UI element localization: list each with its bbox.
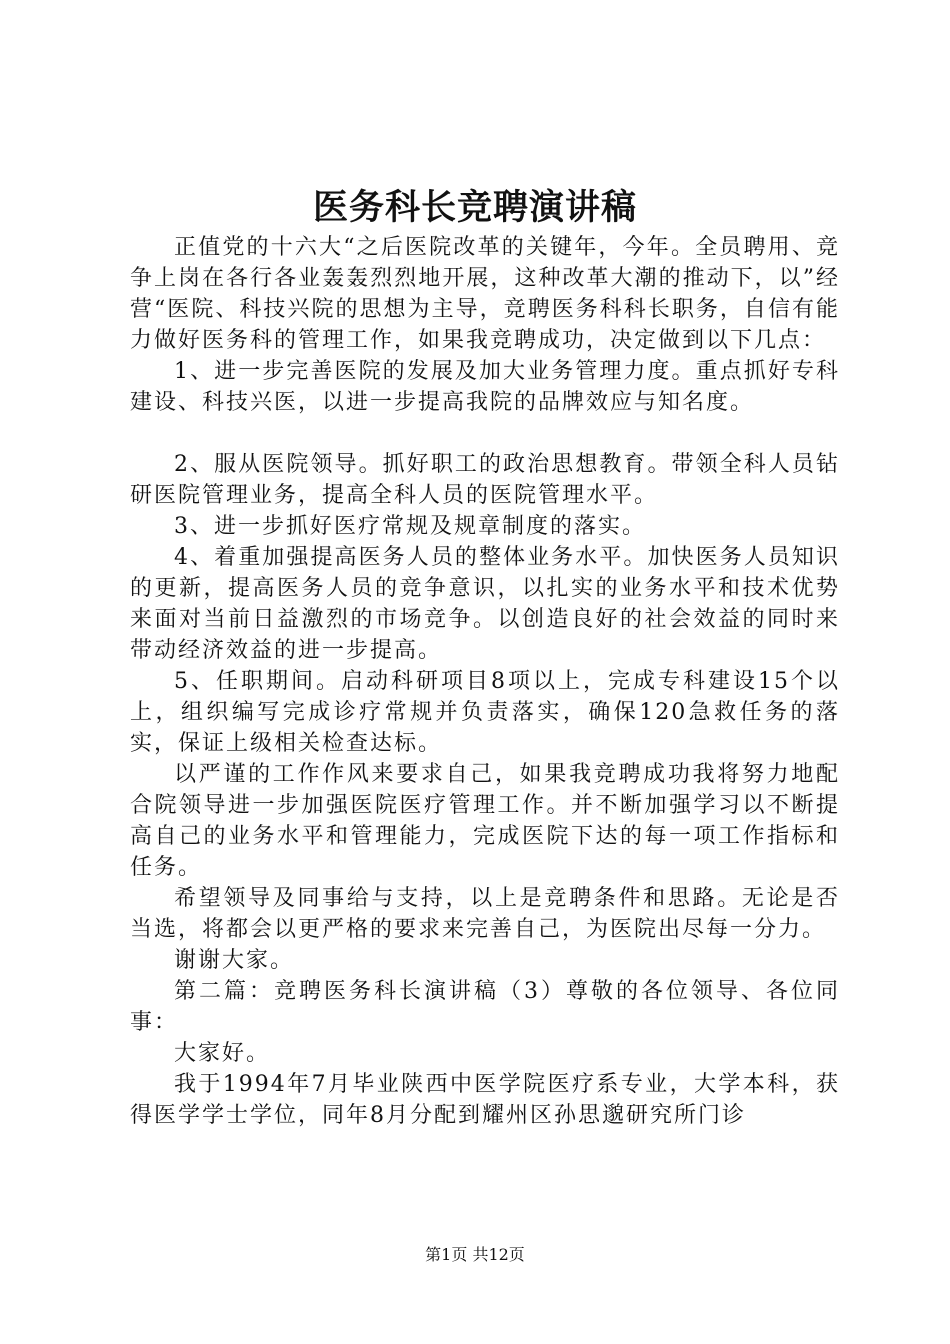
paragraph-point-1: 1、进一步完善医院的发展及加大业务管理力度。重点抓好专科建设、科技兴医，以进一步提高我院的品牌效应与知名度。 [130,359,840,415]
paragraph-biography: 我于1994年7月毕业陕西中医学院医疗系专业，大学本科，获得医学学士学位，同年8月分配到耀州区孙思邈研究所门诊 [130,1072,840,1128]
page-footer: 第1页 共12页 [425,1245,525,1264]
document-body [130,232,840,1131]
paragraph-intro: 正值党的十六大“之后医院改革的关键年，今年。全员聘用、竞争上岗在各行各业轰轰烈烈地开展，这种改革大潮的推动下，以”经营“医院、科技兴院的思想为主导，竞聘医务科科长职务，自信有能力做好医务科的管理工作，如果我竞聘成功，决定做到以下几点： [130,235,840,353]
paragraph-closing: 希望领导及同事给与支持，以上是竞聘条件和思路。无论是否当选，将都会以更严格的要求来完善自己，为医院出尽每一分力。 [130,886,840,942]
document-title: 医务科长竞聘演讲稿 [312,187,637,228]
paragraph-point-5: 5、任职期间。启动科研项目8项以上，完成专科建设15个以上，组织编写完成诊疗常规并负责落实，确保120急救任务的落实，保证上级相关检查达标。 [130,669,840,756]
paragraph-commitment: 以严谨的工作作风来要求自己，如果我竞聘成功我将努力地配合院领导进一步加强医院医疗管理工作。并不断加强学习以不断提高自己的业务水平和管理能力，完成医院下达的每一项工作指标和任务。 [130,762,840,880]
paragraph-point-4: 4、着重加强提高医务人员的整体业务水平。加快医务人员知识的更新，提高医务人员的竞争意识，以扎实的业务水平和技术优势来面对当前日益激烈的市场竞争。以创造良好的社会效益的同时来带动经济效益的进一步提高。 [130,545,840,663]
paragraph-point-3: 3、进一步抓好医疗常规及规章制度的落实。 [174,514,646,539]
paragraph-thanks: 谢谢大家。 [174,948,295,973]
paragraph-point-2: 2、服从医院领导。抓好职工的政治思想教育。带领全科人员钻研医院管理业务，提高全科人员的医院管理水平。 [130,452,840,508]
paragraph-greeting: 大家好。 [174,1041,271,1066]
paragraph-second-part-heading: 第二篇：竞聘医务科长演讲稿（3）尊敬的各位领导、各位同事： [130,979,840,1035]
